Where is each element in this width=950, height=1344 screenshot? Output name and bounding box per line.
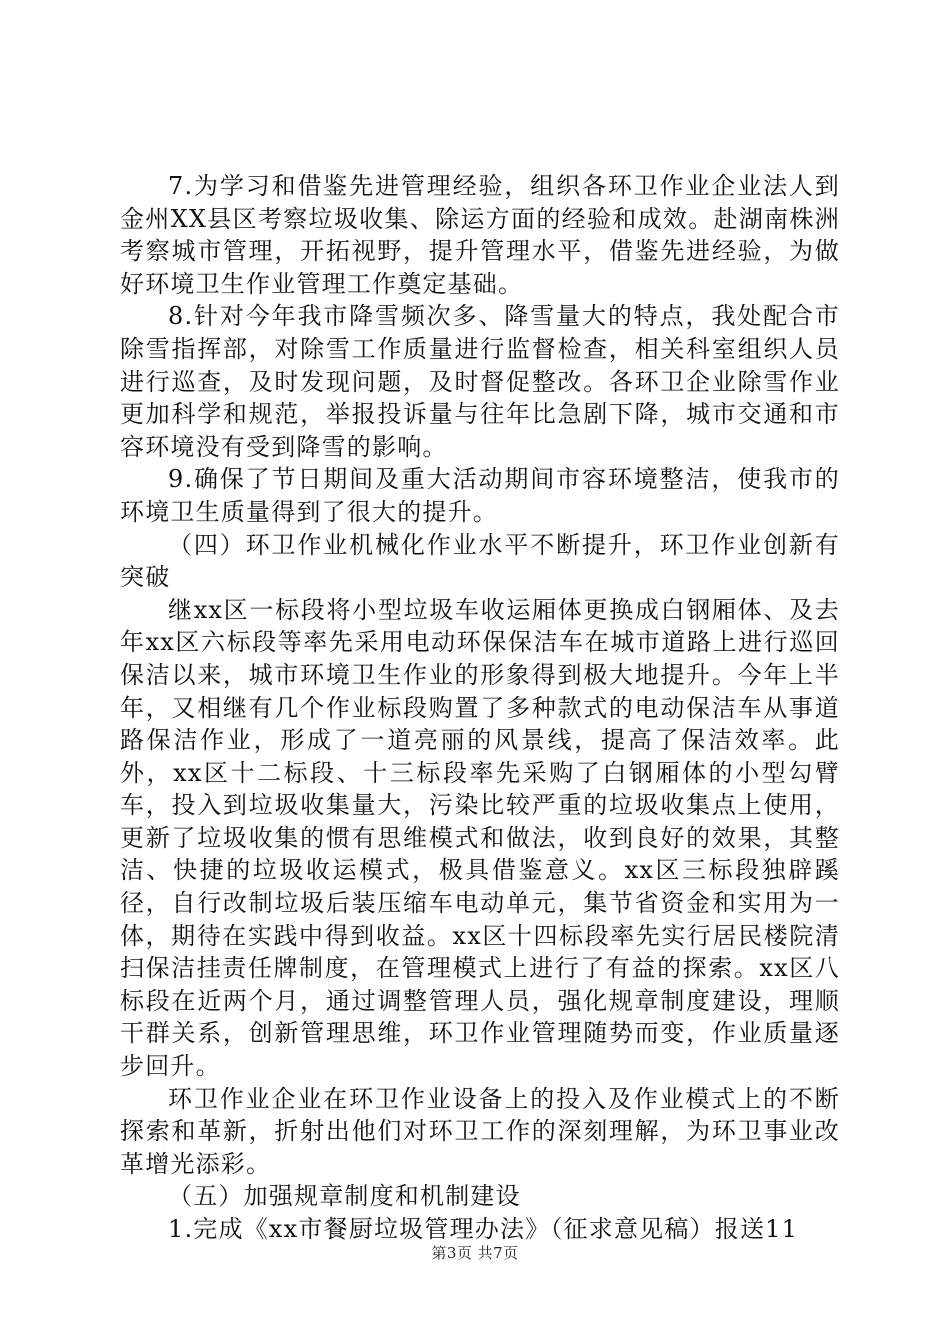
paragraph-item-8: 8.针对今年我市降雪频次多、降雪量大的特点，我处配合市除雪指挥部，对除雪工作质量进行监督检查，相关科室组织人员进行巡查，及时发现问题，及时督促整改。各环卫企业除雪作业更加科学和规范，举报投诉量与往年比急剧下降，城市交通和市容环境没有受到降雪的影响。 xyxy=(120,302,840,461)
document-body xyxy=(120,170,840,1246)
paragraph-innovation-summary: 环卫作业企业在环卫作业设备上的投入及作业模式上的不断探索和革新，折射出他们对环卫工作的深刻理解，为环卫事业改革增光添彩。 xyxy=(120,1084,840,1178)
section-heading-5: （五）加强规章制度和机制建设 xyxy=(168,1182,521,1211)
paragraph-mechanization: 继xx区一标段将小型垃圾车收运厢体更换成白钢厢体、及去年xx区六标段等率先采用电动环保保洁车在城市道路上进行巡回保洁以来，城市环境卫生作业的形象得到极大地提升。今年上半年，又相继有几个作业标段购置了多种款式的电动保洁车从事道路保洁作业，形成了一道亮丽的风景线，提高了保洁效率。此外，xx区十二标段、十三标段率先采购了白钢厢体的小型勾臂车，投入到垃圾收集量大，污染比较严重的垃圾收集点上使用，更新了垃圾收集的惯有思维模式和做法，收到良好的效果，其整洁、快捷的垃圾收运模式，极具借鉴意义。xx区三标段独辟蹊径，自行改制垃圾后装压缩车电动单元，集节省资金和实用为一体，期待在实践中得到收益。xx区十四标段率先实行居民楼院清扫保洁挂责任牌制度，在管理模式上进行了有益的探索。xx区八标段在近两个月，通过调整管理人员，强化规章制度建设，理顺干群关系，创新管理思维，环卫作业管理随势而变，作业质量逐步回升。 xyxy=(120,595,840,1081)
paragraph-item-9: 9.确保了节日期间及重大活动期间市容环境整洁，使我市的环境卫生质量得到了很大的提升。 xyxy=(120,465,840,526)
paragraph-item-7: 7.为学习和借鉴先进管理经验，组织各环卫作业企业法人到金州XX县区考察垃圾收集、除运方面的经验和成效。赴湖南株洲考察城市管理，开拓视野，提升管理水平，借鉴先进经验，为做好环境卫生作业管理工作奠定基础。 xyxy=(120,172,840,298)
paragraph-item-1: 1.完成《xx市餐厨垃圾管理办法》（征求意见稿）报送11 xyxy=(168,1215,799,1243)
page-footer: 第3页 共7页 xyxy=(431,1244,519,1262)
section-heading-4: （四）环卫作业机械化作业水平不断提升，环卫作业创新有突破 xyxy=(120,530,840,592)
